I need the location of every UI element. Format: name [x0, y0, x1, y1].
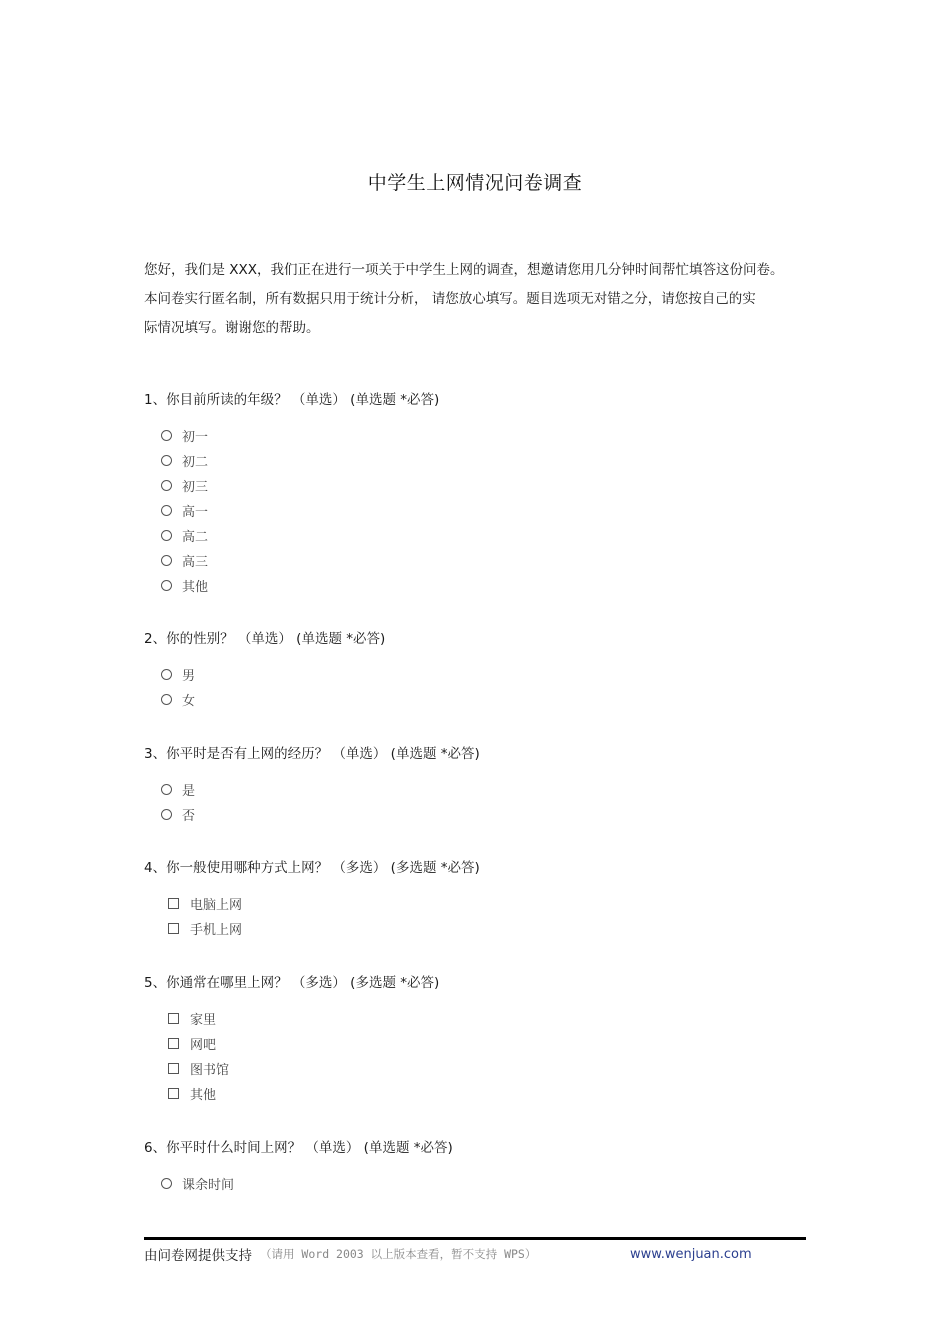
radio-option[interactable] — [144, 548, 804, 573]
question-title: 6、你平时什么时间上网？ （单选） (单选题 *必答) — [144, 1140, 453, 1156]
checkbox-icon[interactable] — [168, 1063, 179, 1074]
radio-option[interactable] — [144, 498, 804, 523]
radio-button-icon[interactable] — [161, 809, 172, 820]
radio-option[interactable] — [144, 802, 804, 827]
footer-brand: 由问卷网提供支持 — [144, 1248, 252, 1264]
intro-line: 际情况填写。谢谢您的帮助。 — [144, 320, 320, 336]
checkbox-option[interactable] — [144, 1031, 804, 1056]
radio-button-icon[interactable] — [161, 580, 172, 591]
option-label: 手机上网 — [190, 923, 243, 938]
checkbox-icon[interactable] — [168, 1013, 179, 1024]
question-3 — [144, 744, 804, 827]
radio-option[interactable] — [144, 448, 804, 473]
radio-button-icon[interactable] — [161, 1178, 172, 1189]
radio-button-icon[interactable] — [161, 784, 172, 795]
option-label: 网吧 — [190, 1038, 217, 1053]
option-list — [144, 777, 804, 827]
checkbox-option[interactable] — [144, 1006, 804, 1031]
checkbox-icon[interactable] — [168, 923, 179, 934]
question-title: 1、你目前所读的年级？ （单选） (单选题 *必答) — [144, 392, 440, 408]
checkbox-icon[interactable] — [168, 898, 179, 909]
radio-button-icon[interactable] — [161, 694, 172, 705]
radio-button-icon[interactable] — [161, 455, 172, 466]
option-label: 高三 — [182, 555, 209, 570]
question-2 — [144, 629, 804, 712]
question-title: 4、你一般使用哪种方式上网？ （多选） (多选题 *必答) — [144, 860, 480, 876]
question-title: 2、你的性别？ （单选） (单选题 *必答) — [144, 631, 386, 647]
checkbox-option[interactable] — [144, 891, 804, 916]
option-label: 电脑上网 — [190, 898, 243, 913]
intro-paragraph — [144, 256, 814, 343]
question-5 — [144, 973, 804, 1106]
radio-button-icon[interactable] — [161, 480, 172, 491]
option-label: 家里 — [190, 1013, 217, 1028]
footer-url-link[interactable]: www.wenjuan.com — [630, 1246, 752, 1262]
option-label: 其他 — [190, 1088, 217, 1103]
footer-divider — [144, 1237, 806, 1240]
checkbox-icon[interactable] — [168, 1088, 179, 1099]
option-label: 图书馆 — [190, 1063, 230, 1078]
option-label: 课余时间 — [182, 1178, 235, 1193]
option-label: 高二 — [182, 530, 209, 545]
option-label: 初二 — [182, 455, 209, 470]
question-title: 5、你通常在哪里上网？ （多选） (多选题 *必答) — [144, 975, 440, 991]
option-label: 其他 — [182, 580, 209, 595]
option-label: 否 — [182, 809, 196, 824]
option-label: 男 — [182, 669, 196, 684]
radio-option[interactable] — [144, 687, 804, 712]
option-label: 女 — [182, 694, 196, 709]
checkbox-icon[interactable] — [168, 1038, 179, 1049]
option-list — [144, 1006, 804, 1106]
radio-button-icon[interactable] — [161, 669, 172, 680]
option-list — [144, 662, 804, 712]
radio-option[interactable] — [144, 1171, 804, 1196]
radio-option[interactable] — [144, 423, 804, 448]
intro-line: 本问卷实行匿名制，所有数据只用于统计分析， 请您放心填写。题目选项无对错之分，请您按自己的实 — [144, 291, 756, 307]
question-title: 3、你平时是否有上网的经历？ （单选） (单选题 *必答) — [144, 746, 480, 762]
footer — [144, 1244, 806, 1264]
radio-option[interactable] — [144, 523, 804, 548]
question-6 — [144, 1138, 804, 1196]
radio-option[interactable] — [144, 662, 804, 687]
radio-button-icon[interactable] — [161, 530, 172, 541]
option-label: 高一 — [182, 505, 209, 520]
option-label: 初三 — [182, 480, 209, 495]
option-label: 初一 — [182, 430, 209, 445]
question-1 — [144, 390, 804, 598]
radio-button-icon[interactable] — [161, 555, 172, 566]
radio-button-icon[interactable] — [161, 505, 172, 516]
option-list — [144, 891, 804, 941]
checkbox-option[interactable] — [144, 916, 804, 941]
checkbox-option[interactable] — [144, 1081, 804, 1106]
radio-option[interactable] — [144, 473, 804, 498]
option-list — [144, 423, 804, 598]
option-label: 是 — [182, 784, 196, 799]
footer-note: （请用 Word 2003 以上版本查看，暂不支持 WPS） — [260, 1247, 537, 1261]
radio-option[interactable] — [144, 573, 804, 598]
radio-option[interactable] — [144, 777, 804, 802]
document-title: 中学生上网情况问卷调查 — [367, 172, 583, 194]
option-list — [144, 1171, 804, 1196]
checkbox-option[interactable] — [144, 1056, 804, 1081]
radio-button-icon[interactable] — [161, 430, 172, 441]
intro-line: 您好，我们是 XXX，我们正在进行一项关于中学生上网的调查，想邀请您用几分钟时间帮忙填答这份问卷。 — [144, 262, 784, 278]
question-4 — [144, 858, 804, 941]
